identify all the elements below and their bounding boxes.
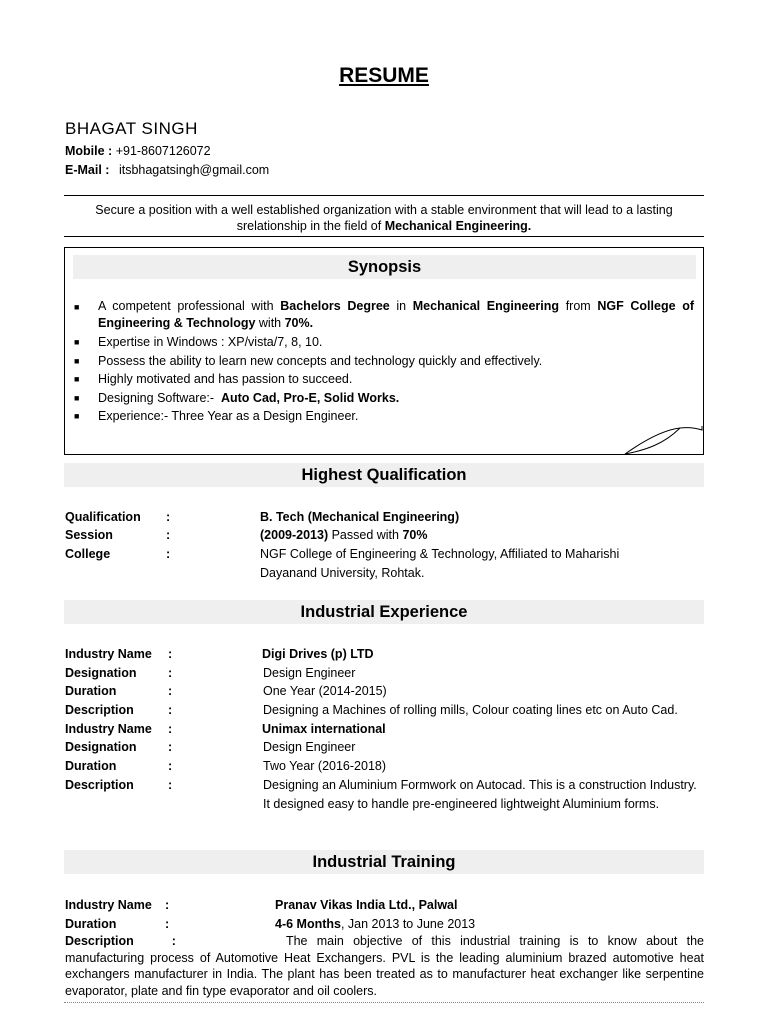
email-label: E-Mail : <box>65 163 110 177</box>
career-objective <box>64 202 704 234</box>
training-description: Description : The main objective of this industrial training is to know about the manufacturing process of Automotive Heat Exchangers. PVL is the leading aluminium brazed automotive heat exchangers manufacturer in India. The plant has been treated as to manufacturer heat exchanger like serpentine evaporator, plate and fin type evaporator and oil coolers. <box>65 934 704 998</box>
email-value[interactable]: itsbhagatsingh@gmail.com <box>118 163 270 177</box>
objective-highlight: Mechanical Engineering. <box>384 219 532 233</box>
bullet-icon: ■ <box>74 374 80 385</box>
bullet-icon: ■ <box>74 392 80 403</box>
qualification-heading: Highest Qualification <box>64 463 704 487</box>
bullet-icon: ■ <box>74 355 80 366</box>
footer-divider <box>64 1002 704 1003</box>
synopsis-heading: Synopsis <box>73 255 696 279</box>
bullet-icon: ■ <box>74 337 80 347</box>
candidate-name: BHAGAT SINGH <box>65 119 198 138</box>
divider-top <box>64 195 704 196</box>
description-label: Description <box>65 934 134 948</box>
page-title: RESUME <box>339 64 429 87</box>
synopsis-list <box>74 298 694 426</box>
bullet-icon: ■ <box>74 411 80 422</box>
list-item: ■ Designing Software:- Auto Cad, Pro-E, Solid Works. <box>74 389 694 408</box>
divider-bottom <box>64 236 704 237</box>
description-text: The main objective of this industrial training is to know about the manufacturing process of Automotive Heat Exchangers. PVL is the leading aluminium brazed automotive heat exchangers manufacturer in India. The plant has been treated as to manufacturer heat exchanger like serpentine evaporator, plate and fin type evaporator and oil coolers. <box>65 934 704 998</box>
list-item: ■ A competent professional with Bachelors Degree in Mechanical Engineering from NGF College of Engineering & Technology with 70%. <box>74 299 694 330</box>
experience-heading: Industrial Experience <box>64 600 704 624</box>
mobile-line <box>65 144 211 158</box>
objective-text: Secure a position with a well established organization with a stable environment that will lead to a lasting srelationship in the field of <box>95 203 673 233</box>
list-item: ■ Possess the ability to learn new concepts and technology quickly and effectively. <box>74 352 694 371</box>
email-line <box>65 163 269 177</box>
mobile-value: +91-8607126072 <box>115 144 211 158</box>
mobile-label: Mobile : <box>65 144 113 158</box>
list-item: ■ Experience:- Three Year as a Design Engineer. <box>74 407 694 426</box>
training-heading: Industrial Training <box>64 850 704 874</box>
bullet-icon: ■ <box>74 302 80 312</box>
list-item: ■ Highly motivated and has passion to succeed. <box>74 370 694 389</box>
list-item: ■ Expertise in Windows : XP/vista/7, 8, 10. <box>74 333 694 352</box>
page-curl-icon <box>622 424 704 458</box>
